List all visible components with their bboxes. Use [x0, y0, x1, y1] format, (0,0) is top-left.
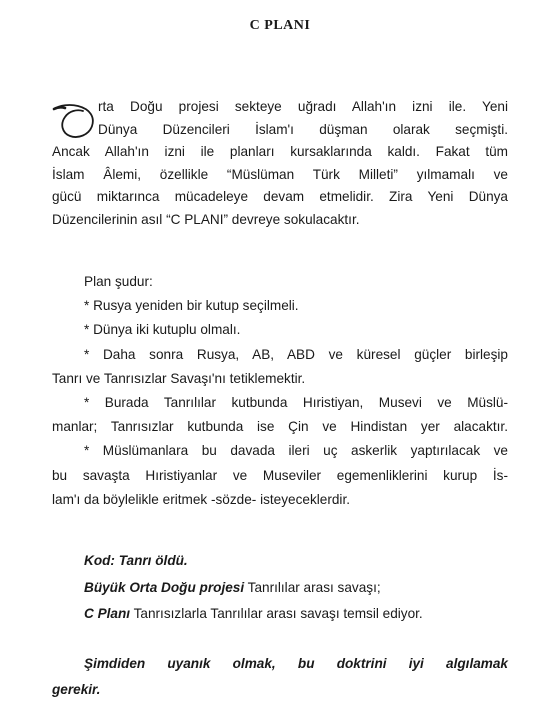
plan-item-5-line-2: bu savaşta Hıristiyanlar ve Museviler egemenliklerini kurup İs-	[52, 467, 508, 483]
intro-line-1: rta Doğu projesi sekteye uğradı Allah'ın izni ile. Yeni	[98, 99, 508, 114]
final-line-2: gerekir.	[52, 682, 101, 697]
plan-item-1: * Rusya yeniden bir kutup seçilmeli.	[84, 298, 299, 314]
plan-item-4-line-2: manlar; Tanrısızlar kutbunda ise Çin ve Hindistan yer alacaktır.	[52, 419, 508, 435]
intro-line-5: gücü miktarınca mücadeleye devam etmelidir. Zira Yeni Dünya	[52, 189, 508, 204]
plan-item-3-line-1: * Daha sonra Rusya, AB, ABD ve küresel güçler birleşip	[84, 346, 508, 362]
code-line-2	[84, 575, 514, 602]
intro-line-4: İslam Âlemi, özellikle “Müslüman Türk Milleti” yılmamalı ve	[52, 166, 508, 182]
code-line-1	[84, 548, 514, 575]
code-line-1-bold: Kod: Tanrı öldü.	[84, 553, 188, 568]
page-title: C PLANI	[249, 18, 311, 33]
intro-paragraph	[52, 96, 508, 231]
plan-heading: Plan şudur:	[84, 274, 153, 289]
plan-item-2: * Dünya iki kutuplu olmalı.	[84, 322, 241, 338]
intro-line-6: Düzencilerinin asıl “C PLANI” devreye sokulacaktır.	[52, 211, 360, 227]
code-line-2-text: Tanrılılar arası savaşı;	[244, 579, 381, 595]
plan-section	[52, 270, 508, 512]
code-line-3-bold: C Planı	[84, 606, 131, 621]
intro-line-3: Ancak Allah'ın izni ile planları kursaklarında kaldı. Fakat tüm	[52, 144, 508, 159]
plan-item-4-line-1: * Burada Tanrılılar kutbunda Hıristiyan, Musevi ve Müslü-	[84, 394, 508, 410]
plan-item-3-line-2: Tanrı ve Tanrısızlar Savaşı'nı tetiklemektir.	[52, 370, 306, 386]
code-line-3-text: Tanrısızlarla Tanrılılar arası savaşı temsil ediyor.	[130, 606, 423, 621]
dropcap-o-glyph	[52, 102, 98, 140]
final-line-1: Şimdiden uyanık olmak, bu doktrini iyi algılamak	[84, 656, 508, 671]
plan-item-5-line-1: * Müslümanlara bu davada ileri uç askerlik yaptırılacak ve	[84, 443, 508, 459]
code-line-3	[84, 601, 514, 628]
plan-item-5-line-3: lam'ı da böylelikle eritmek -sözde- isteyeceklerdir.	[52, 491, 350, 507]
final-statement	[52, 651, 508, 703]
intro-line-2: Dünya Düzencileri İslam'ı düşman olarak seçmişti.	[98, 121, 508, 137]
code-section	[84, 548, 514, 628]
code-line-2-bold: Büyük Orta Doğu projesi	[84, 579, 245, 595]
